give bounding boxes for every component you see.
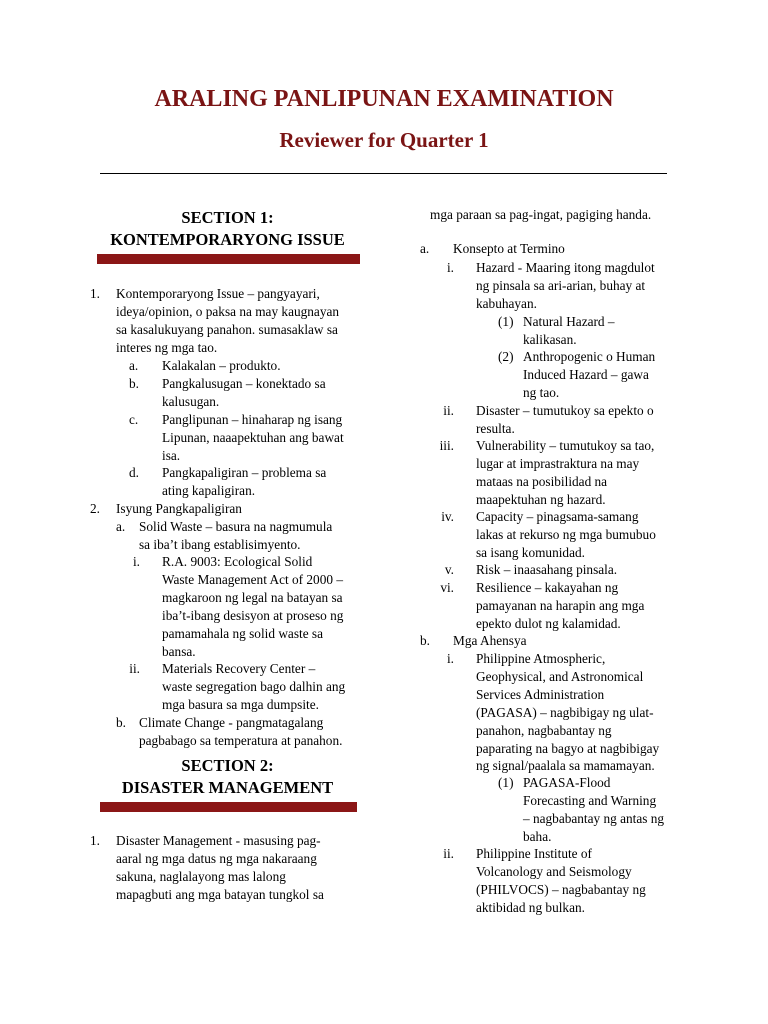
list-marker: 2.	[90, 501, 100, 516]
list-marker: i.	[446, 260, 454, 275]
list-item-text: Natural Hazard –	[523, 314, 615, 329]
list-item-text: ng signal/paalala sa mamamayan.	[476, 758, 655, 773]
list-item-text: interes ng mga tao.	[116, 340, 218, 355]
list-item-text: Capacity – pinagsama-samang	[476, 509, 639, 524]
list-item-text: epekto dulot ng kalamidad.	[476, 616, 621, 631]
list-item-text: aaral ng mga datus ng mga nakaraang	[116, 851, 317, 866]
list-marker: (2)	[498, 349, 514, 364]
list-item-text: Materials Recovery Center –	[162, 661, 316, 676]
list-item-text: lakas at rekurso ng mga bumubuo	[476, 527, 656, 542]
list-item-text: magkaroon ng legal na batayan sa	[162, 590, 343, 605]
list-item-text: resulta.	[476, 421, 515, 436]
list-item-text: Disaster Management - masusing pag-	[116, 833, 321, 848]
list-item-text: sakuna, naglalayong mas lalong	[116, 869, 286, 884]
list-item-text: Solid Waste – basura na nagmumula	[139, 519, 333, 534]
list-marker: b.	[129, 376, 139, 391]
title-divider	[100, 173, 667, 174]
list-item-text: Philippine Institute of	[476, 846, 592, 861]
section1-heading	[90, 207, 365, 251]
list-item-text: Kalakalan – produkto.	[162, 358, 281, 373]
list-item-text: iba’t-ibang desisyon at proseso ng	[162, 608, 344, 623]
document-subtitle: Reviewer for Quarter 1	[279, 128, 489, 152]
list-item-text: ideya/opinion, o paksa na may kaugnayan	[116, 304, 340, 319]
section2-heading	[90, 755, 365, 799]
list-item-text: paparating na bagyo at nagbibigay	[476, 741, 660, 756]
list-marker: a.	[129, 358, 139, 373]
list-marker: b.	[420, 633, 430, 648]
list-item-text: Forecasting and Warning	[523, 793, 657, 808]
list-marker: (1)	[498, 314, 514, 329]
section2-heading-line1: SECTION 2:	[181, 756, 274, 775]
list-item-text: pamayanan na harapin ang mga	[476, 598, 645, 613]
list-marker: ii.	[129, 661, 140, 676]
list-item-text: Pangkapaligiran – problema sa	[162, 465, 327, 480]
list-item-text: Anthropogenic o Human	[523, 349, 656, 364]
list-marker: ii.	[443, 846, 454, 861]
list-item-text: Pangkalusugan – konektado sa	[162, 376, 326, 391]
list-item-text: kalikasan.	[523, 332, 577, 347]
list-item-text: (PAGASA) – nagbibigay ng ulat-	[476, 705, 654, 720]
list-item-text: pagbabago sa temperatura at panahon.	[139, 733, 343, 748]
list-item-text: Vulnerability – tumutukoy sa tao,	[476, 438, 655, 453]
list-item-text: (PHILVOCS) – nagbabantay ng	[476, 882, 646, 897]
section2-divider-bar	[100, 802, 357, 812]
section1-heading-line2: KONTEMPORARYONG ISSUE	[110, 230, 345, 249]
list-marker: a.	[116, 519, 126, 534]
list-marker: 1.	[90, 286, 100, 301]
list-item-text: sa iba’t ibang establisimyento.	[139, 537, 301, 552]
list-item-text: ng tao.	[523, 385, 560, 400]
section1-heading-line1: SECTION 1:	[181, 208, 274, 227]
list-marker: i.	[132, 554, 140, 569]
list-item-text: Services Administration	[476, 687, 605, 702]
list-item-text: Lipunan, naaapektuhan ang bawat	[162, 430, 344, 445]
list-item-text: Mga Ahensya	[453, 633, 527, 648]
list-item-text: Volcanology and Seismology	[476, 864, 632, 879]
list-marker: c.	[129, 412, 139, 427]
list-item-text: mga basura sa mga dumpsite.	[162, 697, 319, 712]
list-item-text: Climate Change - pangmatagalang	[139, 715, 324, 730]
list-item-text: Kontemporaryong Issue – pangyayari,	[116, 286, 320, 301]
list-marker: i.	[446, 651, 454, 666]
list-marker: vi.	[440, 580, 454, 595]
list-item-text: bansa.	[162, 644, 196, 659]
list-item-text: mataas na posibilidad na	[476, 474, 608, 489]
list-item-text: Hazard - Maaring itong magdulot	[476, 260, 655, 275]
list-item-text: sa isang komunidad.	[476, 545, 585, 560]
list-item-text: panahon, nagbabantay ng	[476, 723, 612, 738]
list-item-text: lugar at imprastraktura na may	[476, 456, 640, 471]
list-marker: 1.	[90, 833, 100, 848]
list-item-text: baha.	[523, 829, 552, 844]
list-item-text: – nagbabantay ng antas ng	[523, 811, 665, 826]
list-item-text: Geophysical, and Astronomical	[476, 669, 644, 684]
list-item-text: ating kapaligiran.	[162, 483, 256, 498]
list-marker: iv.	[441, 509, 454, 524]
list-item-text: aktibidad ng bulkan.	[476, 900, 585, 915]
list-item-text: Konsepto at Termino	[453, 241, 565, 256]
list-item-text: kabuhayan.	[476, 296, 537, 311]
list-item-text: R.A. 9003: Ecological Solid	[162, 554, 313, 569]
list-item-text: Waste Management Act of 2000 –	[162, 572, 343, 587]
list-item-text: Panglipunan – hinaharap ng isang	[162, 412, 343, 427]
section2-heading-line2: DISASTER MANAGEMENT	[121, 778, 334, 797]
list-item-text: PAGASA-Flood	[523, 775, 611, 790]
list-marker: d.	[129, 465, 139, 480]
section1-divider-bar	[97, 254, 360, 264]
list-item-text: Resilience – kakayahan ng	[476, 580, 619, 595]
list-item-text: isa.	[162, 448, 181, 463]
list-marker: iii.	[439, 438, 454, 453]
list-marker: (1)	[498, 775, 514, 790]
document-title: ARALING PANLIPUNAN EXAMINATION	[154, 86, 614, 112]
list-marker: ii.	[443, 403, 454, 418]
list-item-text: ng pinsala sa ari-arian, buhay at	[476, 278, 646, 293]
list-item-text: mapagbuti ang mga batayan tungkol sa	[116, 887, 324, 902]
list-item-text: Isyung Pangkapaligiran	[116, 501, 242, 516]
list-marker: a.	[420, 241, 430, 256]
list-item-text: Risk – inaasahang pinsala.	[476, 562, 618, 577]
list-item-text: kalusugan.	[162, 394, 220, 409]
list-item-text: Induced Hazard – gawa	[523, 367, 649, 382]
list-item-text: waste segregation bago dalhin ang	[162, 679, 346, 694]
list-item-text: sa kasalukuyang panahon. sumasaklaw sa	[116, 322, 338, 337]
list-item-text: Disaster – tumutukoy sa epekto o	[476, 403, 654, 418]
list-item-text: Philippine Atmospheric,	[476, 651, 606, 666]
list-marker: b.	[116, 715, 126, 730]
continued-text: mga paraan sa pag-ingat, pagiging handa.	[430, 207, 652, 222]
list-item-text: maapektuhan ng hazard.	[476, 492, 606, 507]
list-marker: v.	[444, 562, 454, 577]
list-item-text: pamamahala ng solid waste sa	[162, 626, 323, 641]
